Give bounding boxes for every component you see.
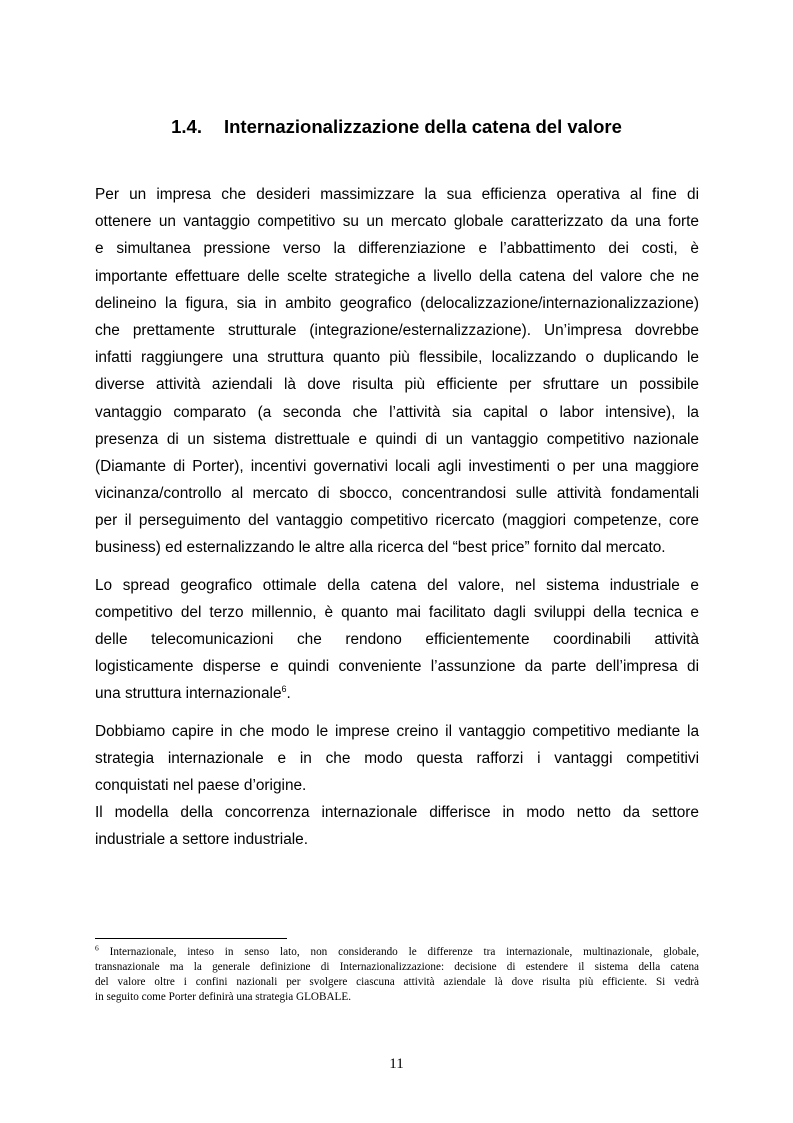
text-line: che prettamente strutturale (integrazione/esternalizzazione). Un’impresa dovrebbe [95, 321, 699, 339]
section-title: Internazionalizzazione della catena del valore [223, 116, 622, 137]
footnote [95, 945, 699, 1005]
text-line: delineino la figura, sia in ambito geografico (delocalizzazione/internazionalizzazione) [95, 294, 699, 312]
text-line: vicinanza/controllo al mercato di sbocco, concentrandosi sulle attività fondamentali [95, 485, 699, 503]
footnote-marker: 6 [95, 943, 99, 953]
page-number: 11 [389, 1056, 404, 1072]
text-line: Dobbiamo capire in che modo le imprese creino il vantaggio competitivo mediante la [95, 722, 699, 740]
text-line: per il perseguimento del vantaggio competitivo ricercato (maggiori competenze, core [95, 512, 699, 530]
text-line: (Diamante di Porter), incentivi governativi locali agli investimenti o per una maggiore [95, 457, 699, 475]
text-line: industriale a settore industriale. [95, 831, 309, 849]
footnote-line: transnazionale ma la generale definizione di Internazionalizzazione: decisione di estendere il sistema della catena [95, 961, 699, 973]
text-line: competitivo del terzo millennio, è quanto mai facilitato dagli sviluppi della tecnica e [95, 603, 699, 621]
footnote-text: Internazionale, inteso in senso lato, non considerando le differenze tra internazionale, multinazionale, globale, [109, 946, 700, 958]
text-line: presenza di un sistema distrettuale e quindi di un vantaggio competitivo nazionale [95, 430, 699, 448]
body-text [95, 181, 699, 854]
text-line: e simultanea pressione verso la differenziazione e l’abbattimento dei costi, è [95, 240, 699, 258]
text-line: conquistati nel paese d’origine. [95, 776, 307, 794]
section-number: 1.4. [171, 116, 202, 137]
text-line: Lo spread geografico ottimale della catena del valore, nel sistema industriale e [95, 576, 699, 594]
footnote-separator [95, 938, 287, 939]
text-line: Il modella della concorrenza internazionale differisce in modo netto da settore [95, 804, 699, 822]
text-line: logisticamente disperse e quindi conveniente l’assunzione da parte dell’impresa di [95, 658, 699, 676]
text-line: delle telecomunicazioni che rendono efficientemente coordinabili attività [95, 631, 699, 648]
text-line-content: una struttura internazionale [95, 685, 282, 703]
text-line: business) ed esternalizzando le altre alla ricerca del “best price” fornito dal mercato. [95, 539, 666, 557]
text-line: vantaggio comparato (a seconda che l’attività sia capital o labor intensive), la [95, 403, 699, 421]
footnote-line: del valore oltre i confini nazionali per svolgere ciascuna attività aziendale là dove risulta più efficiente. Si vedrà [95, 976, 699, 988]
text-line: importante effettuare delle scelte strategiche a livello della catena del valore che ne [95, 267, 699, 285]
text-line: ottenere un vantaggio competitivo su un mercato globale caratterizzato da una forte [95, 213, 699, 231]
text-line: infatti raggiungere una struttura quanto più flessibile, localizzando o duplicando le [95, 349, 699, 367]
footnote-line [95, 945, 699, 960]
footnote-reference[interactable]: 6 [281, 684, 287, 695]
text-line: diverse attività aziendali là dove risulta più efficiente per sfruttare un possibile [95, 376, 699, 394]
footnote-line: in seguito come Porter definirà una strategia GLOBALE. [95, 991, 351, 1003]
section-heading [0, 116, 793, 138]
text-line: strategia internazionale e in che modo questa rafforzi i vantaggi competitivi [95, 749, 699, 767]
text-line [95, 680, 699, 707]
paragraph [95, 181, 699, 562]
text-line: Per un impresa che desideri massimizzare la sua efficienza operativa al fine di [95, 186, 699, 203]
paragraph [95, 572, 699, 708]
paragraph [95, 718, 699, 854]
line-end: . [286, 685, 291, 703]
